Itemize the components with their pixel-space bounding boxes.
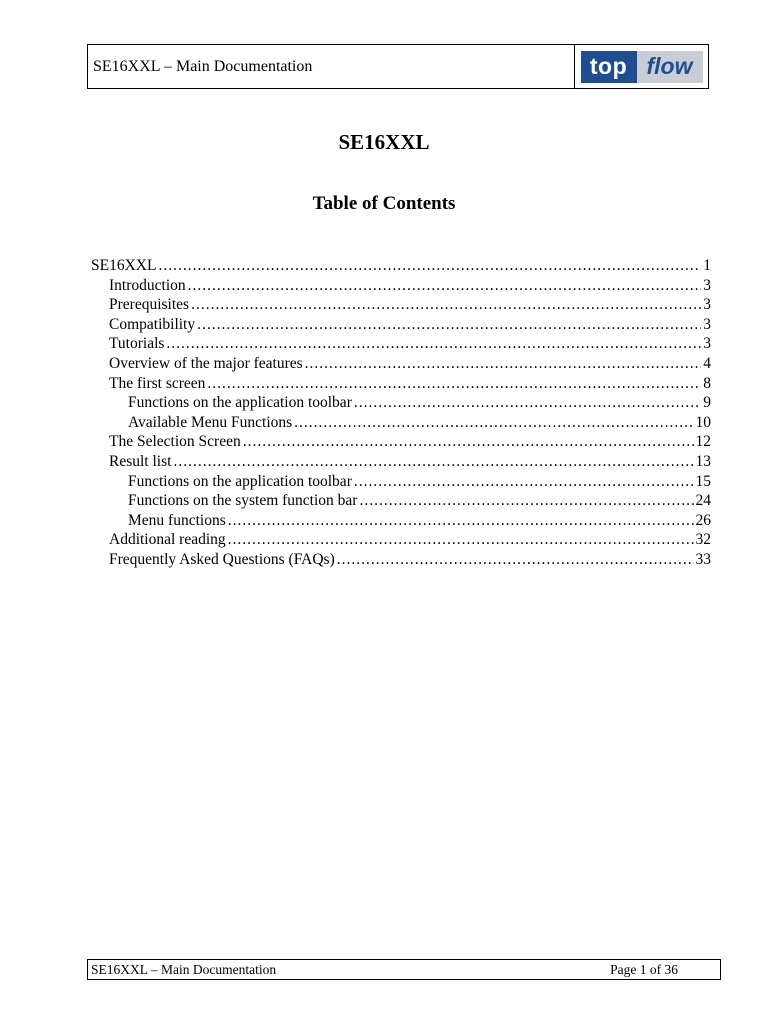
toc-entry-page: 3 xyxy=(703,335,711,353)
toc-dot-leader xyxy=(228,530,694,550)
toc-dot-leader xyxy=(294,413,693,433)
toc-dot-leader xyxy=(197,315,701,335)
toc-dot-leader xyxy=(354,393,701,413)
toc-entry[interactable] xyxy=(91,354,711,374)
toc-entry[interactable] xyxy=(91,472,711,492)
toc-entry[interactable] xyxy=(91,393,711,413)
toc-dot-leader xyxy=(354,472,694,492)
toc-entry-text: Compatibility xyxy=(109,315,196,333)
toc-dot-leader xyxy=(188,276,702,296)
header-title: SE16XXL – Main Documentation xyxy=(88,45,575,88)
toc-entry-text: Available Menu Functions xyxy=(128,413,293,431)
toc-dot-leader xyxy=(228,511,694,531)
toc-entry-page: 32 xyxy=(695,531,711,549)
toc-entry[interactable] xyxy=(91,530,711,550)
toc-entry-text: Menu functions xyxy=(128,511,226,529)
toc-entry-page: 10 xyxy=(695,413,711,431)
toc-entry-page: 3 xyxy=(703,315,711,333)
toc-entry-text: Functions on the application toolbar xyxy=(128,394,352,412)
toc-entry-page: 26 xyxy=(695,511,711,529)
toc-entry-page: 4 xyxy=(703,354,711,372)
toc-entry-text: Additional reading xyxy=(109,531,226,549)
toc-entry[interactable] xyxy=(91,334,711,354)
logo-top-text: top xyxy=(581,51,637,83)
toc-dot-leader xyxy=(337,550,694,570)
toc-dot-leader xyxy=(166,334,701,354)
toc-entry-text: Introduction xyxy=(109,276,186,294)
toc-entry[interactable] xyxy=(91,413,711,433)
toc-entry-text: Frequently Asked Questions (FAQs) xyxy=(109,550,335,568)
toc-entry[interactable] xyxy=(91,295,711,315)
toc-entry-text: Overview of the major features xyxy=(109,354,303,372)
toc-entry[interactable] xyxy=(91,511,711,531)
toc-entry-text: Prerequisites xyxy=(109,296,190,314)
toc-entry[interactable] xyxy=(91,491,711,511)
toc-entry-page: 33 xyxy=(695,550,711,568)
toc-dot-leader xyxy=(359,491,693,511)
header-logo-cell xyxy=(575,45,708,88)
toc-dot-leader xyxy=(173,452,693,472)
toc-entry[interactable] xyxy=(91,374,711,394)
toc-entry-page: 3 xyxy=(703,296,711,314)
toc-entry[interactable] xyxy=(91,452,711,472)
toc-entry-text: The Selection Screen xyxy=(109,433,241,451)
toc-entry-page: 8 xyxy=(703,374,711,392)
logo-flow-text: flow xyxy=(637,51,703,83)
toc-entry[interactable] xyxy=(91,432,711,452)
toc-entry-page: 13 xyxy=(695,452,711,470)
toc-entry-page: 1 xyxy=(703,257,711,274)
footer-page-number: Page 1 of 36 xyxy=(610,961,678,977)
footer-title: SE16XXL – Main Documentation xyxy=(91,961,277,977)
toc-entry[interactable] xyxy=(91,276,711,296)
page-header xyxy=(87,44,709,89)
toc-entry-text: The first screen xyxy=(109,374,206,392)
toc-entry-page: 12 xyxy=(695,433,711,451)
toc-dot-leader xyxy=(305,354,702,374)
toc-entry[interactable] xyxy=(91,315,711,335)
toc-entry-text: Result list xyxy=(109,452,172,470)
toc-dot-leader xyxy=(158,256,701,276)
document-title: SE16XXL xyxy=(338,130,430,154)
toc-entry-text: Tutorials xyxy=(109,335,165,353)
toc-entry-text: Functions on the application toolbar xyxy=(128,472,352,490)
toc-entry-page: 9 xyxy=(703,394,711,412)
toc-entry[interactable] xyxy=(91,550,711,570)
topflow-logo xyxy=(581,51,703,83)
table-of-contents xyxy=(91,256,711,570)
toc-entry-page: 24 xyxy=(695,492,711,510)
toc-entry-text: Functions on the system function bar xyxy=(128,492,358,510)
toc-entry-page: 3 xyxy=(703,276,711,294)
toc-dot-leader xyxy=(191,295,701,315)
toc-heading: Table of Contents xyxy=(312,193,456,214)
toc-entry-page: 15 xyxy=(695,472,711,490)
toc-dot-leader xyxy=(243,432,694,452)
toc-entry[interactable] xyxy=(91,256,711,276)
page-footer xyxy=(87,959,721,980)
toc-dot-leader xyxy=(207,374,701,394)
toc-entry-text: SE16XXL xyxy=(91,257,157,274)
